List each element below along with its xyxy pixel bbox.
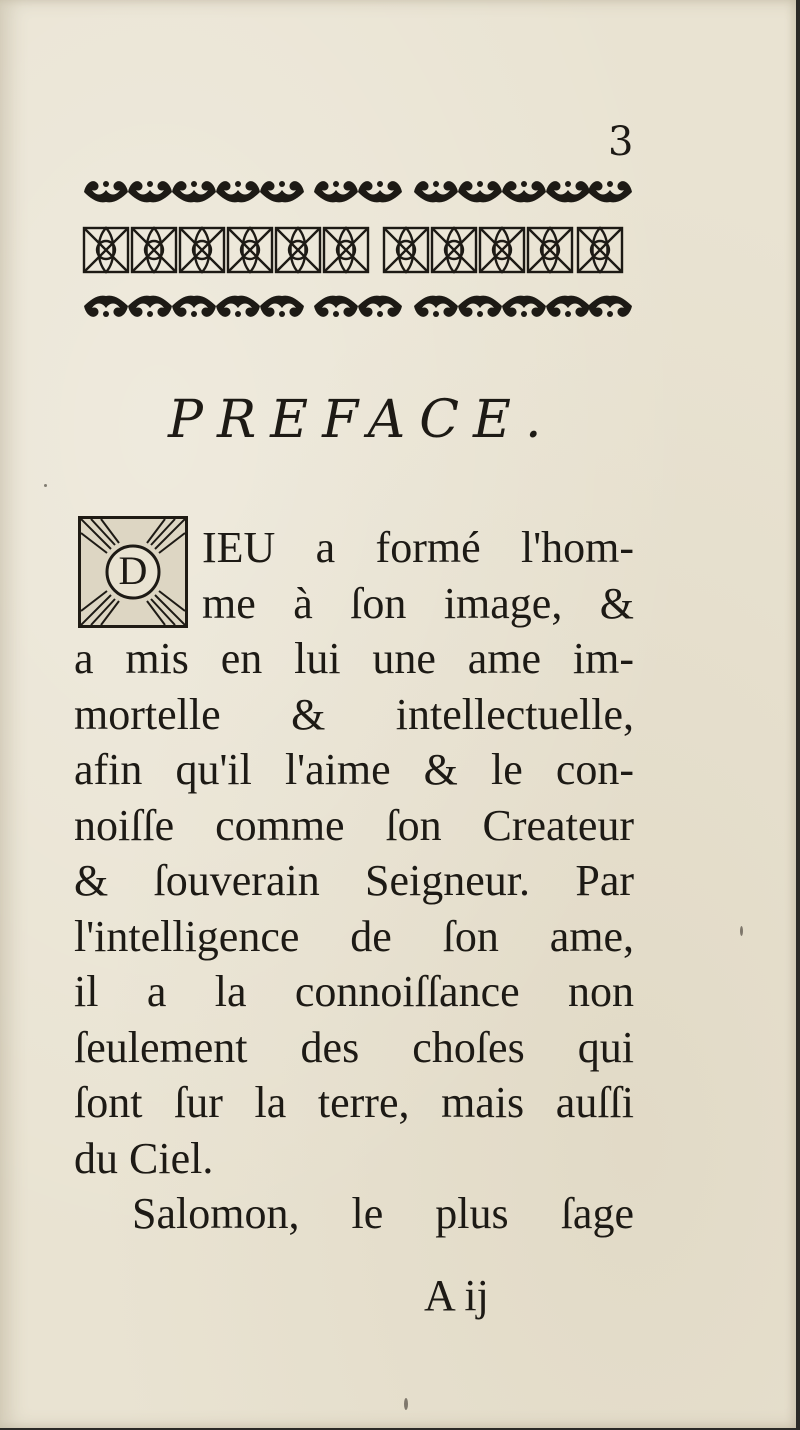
body-text: [74, 520, 634, 1242]
ink-speck: [404, 1398, 408, 1410]
text-line: ſont ſur la terre, mais auſſi: [74, 1078, 634, 1127]
ink-speck: [740, 926, 743, 936]
text-line: il a la connoiſſance non: [74, 967, 634, 1016]
ink-speck: [44, 484, 47, 487]
page-number: 3: [608, 119, 634, 165]
text-line: du Ciel.: [74, 1133, 214, 1183]
text-line: afin qu'il l'aime & le con-: [74, 745, 634, 794]
text-line: Salomon, le plus ſage: [132, 1189, 634, 1238]
decorative-ornament-band: [82, 168, 632, 338]
text-line: mortelle & intellectuelle,: [74, 689, 634, 739]
text-line: IEU a formé l'hom-: [202, 523, 634, 572]
text-line: l'intelligence de ſon ame,: [74, 911, 634, 961]
text-line: noiſſe comme ſon Createur: [74, 800, 634, 850]
text-line: a mis en lui une ame im-: [74, 634, 634, 683]
text-line: & ſouverain Seigneur. Par: [74, 856, 634, 905]
text-line: me à ſon image, &: [202, 578, 634, 628]
signature-mark: A ij: [424, 1271, 489, 1320]
page-title: PREFACE.: [168, 390, 556, 450]
drop-cap-letter: D: [118, 548, 148, 593]
text-line: ſeulement des choſes qui: [74, 1022, 634, 1072]
